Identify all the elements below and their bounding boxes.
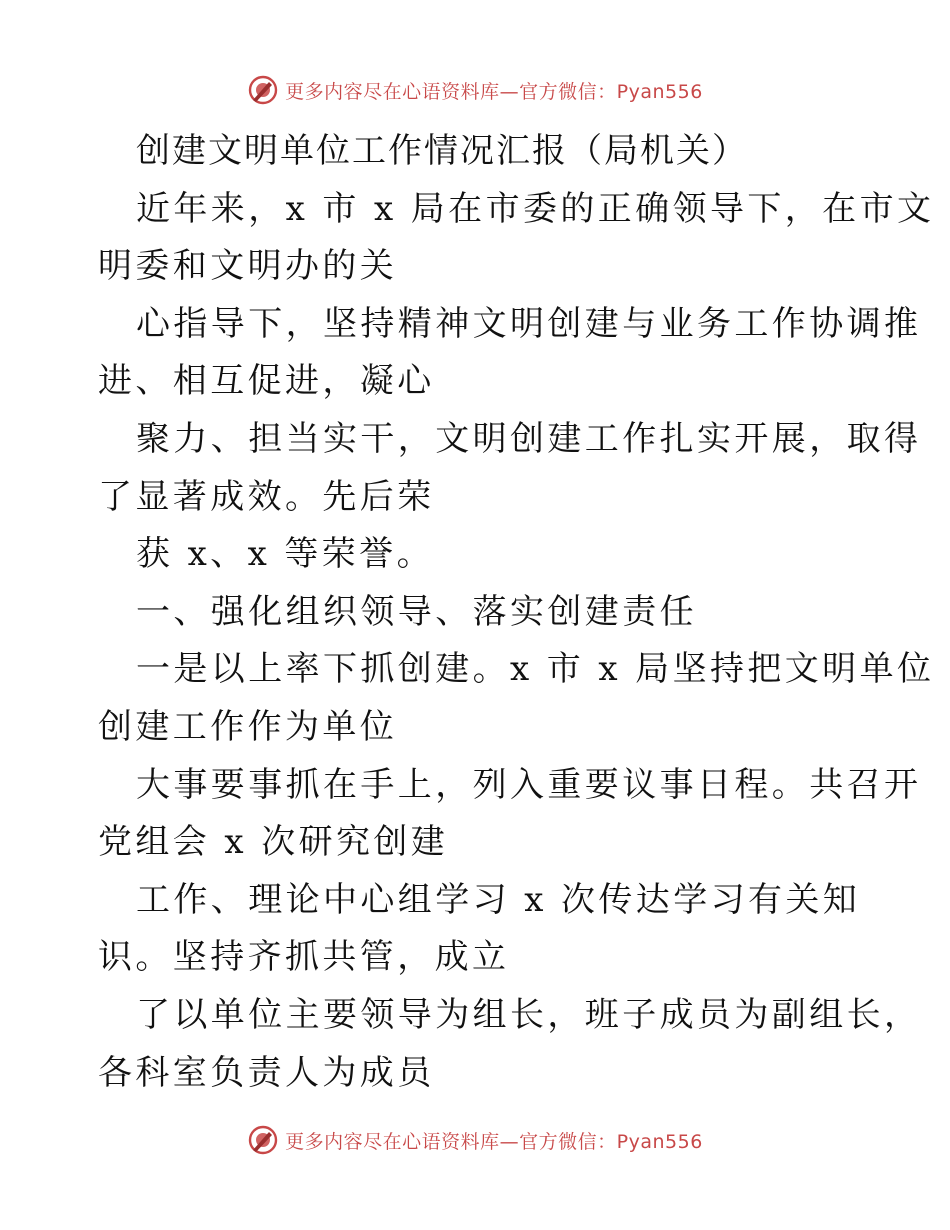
footer-watermark [0,1120,950,1160]
text-line: 聚力、担当实干，文明创建工作扎实开展，取得 [136,418,922,459]
text-line: 进、相互促进，凝心 [98,361,435,402]
watermark-text: 更多内容尽在心语资料库—官方微信：Pyan556 [285,1130,703,1153]
text-line: 工作、理论中心组学习 x 次传达学习有关知 [136,879,861,920]
text-line: 了显著成效。先后荣 [98,476,435,517]
text-line: 各科室负责人为成员 [98,1052,435,1093]
text-line: 党组会 x 次研究创建 [98,822,449,863]
watermark-text: 更多内容尽在心语资料库—官方微信：Pyan556 [285,80,703,103]
text-line: 创建工作作为单位 [98,706,398,747]
text-line: 了以单位主要领导为组长，班子成员为副组长， [136,994,922,1035]
header-watermark [0,70,950,110]
text-line: 获 x、x 等荣誉。 [136,534,434,575]
text-line: 一是以上率下抓创建。x 市 x 局坚持把文明单位 [136,649,935,690]
section-heading: 一、强化组织领导、落实创建责任 [136,591,697,632]
pen-circle-logo-icon [247,74,279,106]
text-line: 心指导下，坚持精神文明创建与业务工作协调推 [136,303,922,344]
document-body [98,123,935,1102]
text-line: 明委和文明办的关 [98,246,398,287]
pen-circle-logo-icon [247,1124,279,1156]
text-line: 大事要事抓在手上，列入重要议事日程。共召开 [136,764,922,805]
text-line: 识。坚持齐抓共管，成立 [98,937,510,978]
document-title: 创建文明单位工作情况汇报（局机关） [136,131,748,171]
text-line: 近年来，x 市 x 局在市委的正确领导下，在市文 [136,188,935,229]
